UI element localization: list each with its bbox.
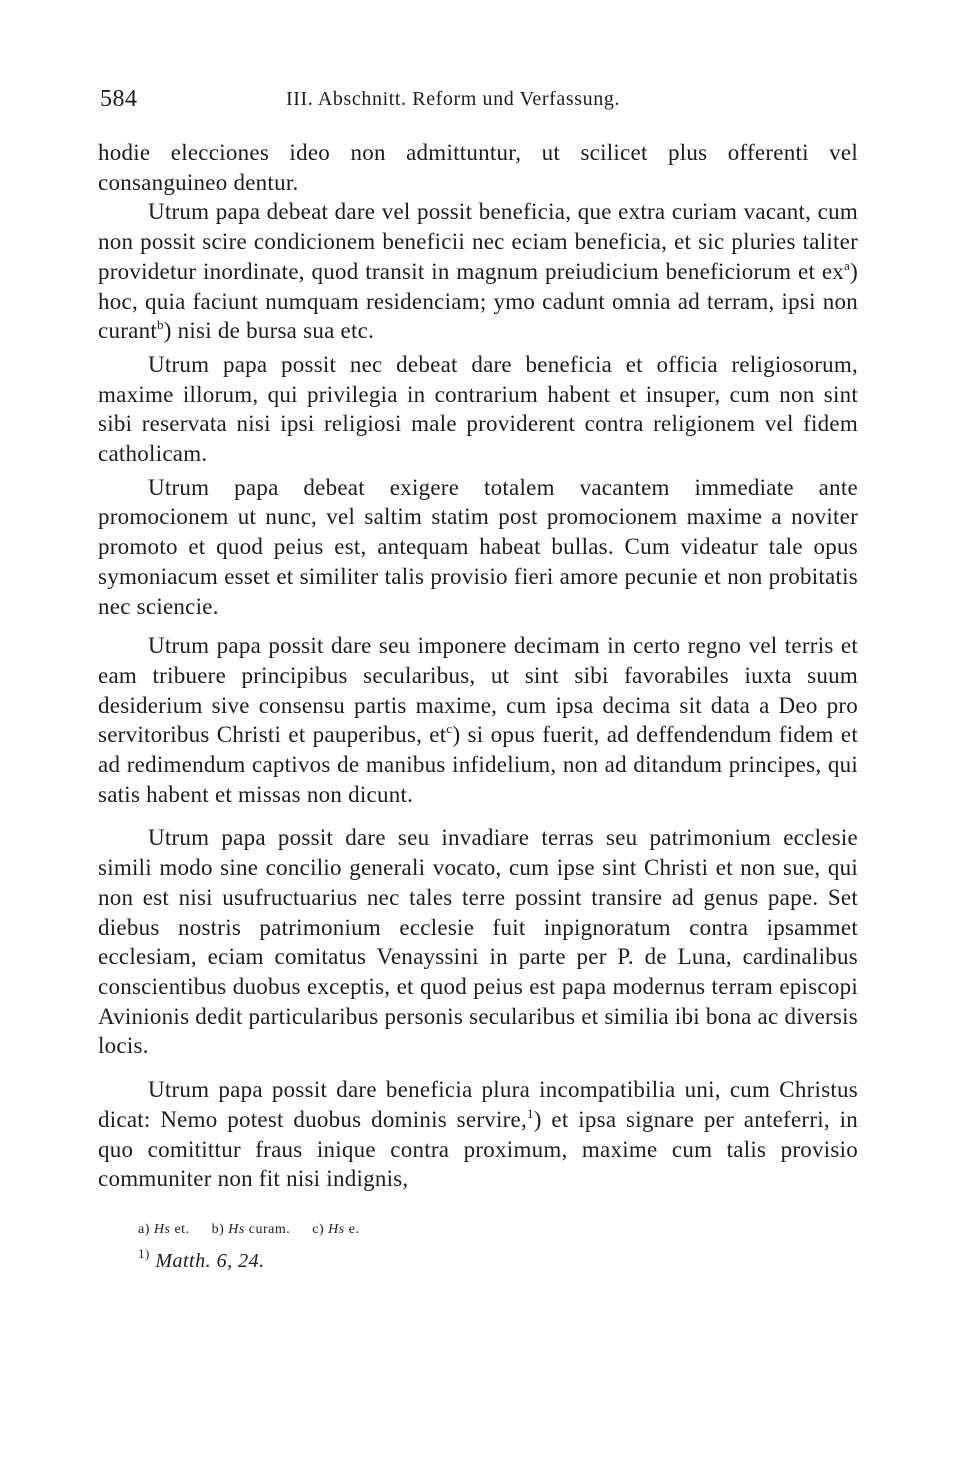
variant-mark: c)	[312, 1221, 325, 1237]
paragraph	[98, 1075, 858, 1194]
reference-text: Matth. 6, 24.	[155, 1249, 265, 1272]
main-text	[98, 138, 858, 1194]
variant-reading: curam.	[248, 1221, 291, 1237]
text-segment: Utrum papa debeat dare vel possit beneficia, que extra curiam vacant, cum non possit scire condicionem beneficii nec eciam beneficia, et sic pluries taliter providetur inordinate, quod transit in magnum preiudicium beneficiorum et ex	[98, 199, 858, 284]
variant-mark: a)	[138, 1221, 150, 1237]
variant-source: Hs	[228, 1221, 245, 1237]
footnotes	[98, 1222, 858, 1273]
page-number: 584	[100, 86, 138, 112]
page-header	[98, 84, 858, 118]
variant-reading: et.	[174, 1221, 190, 1237]
text-segment: Utrum papa possit dare seu imponere decimam in certo regno vel terris et eam tribuere principibus secularibus, ut sint sibi favorabiles iuxta suum desiderium sive consensu partis maxime, cum ipsa decima sit data a Deo pro servitoribus Christi et pauperibus, et	[98, 633, 858, 748]
variant-note	[312, 1222, 359, 1238]
paragraph: Utrum papa possit dare seu invadiare terras seu patrimonium ecclesie simili modo sine concilio generali vocato, cum ipse sint Christi et non sue, qui non est nisi usufructuarius nec tales terre possint transire ad genus pape. Set diebus nostris patrimonium ecclesie fuit inpignoratum contra ipsammet ecclesiam, eciam comitatus Venayssini in parte per P. de Luna, cardinalibus conscientibus duobus exceptis, et quod peius est papa modernus terram episcopi Avinionis dedit particularibus personis secularibus et similia ibi bona ac diversis locis.	[98, 825, 859, 1059]
variant-mark: b)	[211, 1221, 225, 1237]
footnote-mark: 1	[527, 1105, 534, 1121]
variant-source: Hs	[328, 1221, 345, 1237]
reference-note	[98, 1245, 858, 1273]
book-page	[98, 84, 858, 1273]
reference-mark: 1)	[138, 1245, 150, 1261]
footnote-mark: b	[156, 317, 164, 333]
footnote-mark: a	[844, 257, 851, 273]
variant-note	[138, 1222, 190, 1238]
text-segment: ) si opus fuerit, ad deffendendum fidem et ad redimendum captivos de manibus infidelium, non ad ditandum principes, qui satis habent et missas non dicunt.	[98, 722, 858, 807]
text-segment: ) nisi de bursa sua etc.	[163, 318, 375, 344]
paragraph	[98, 631, 858, 809]
variant-note	[212, 1222, 291, 1238]
paragraph: hodie elecciones ideo non admittuntur, ut scilicet plus offerenti vel consanguineo dentur.	[98, 140, 858, 195]
text-segment: ) et ipsa signare per anteferri, in quo comitittur fraus inique contra proximum, maxime cum talis provisio communiter non fit nisi indignis,	[98, 1106, 858, 1192]
paragraph: Utrum papa possit nec debeat dare beneficia et officia religiosorum, maxime illorum, qui privilegia in contrarium habent et insuper, cum non sint sibi reservata nisi ipsi religiosi male providerent contra religionem vel fidem catholicam.	[98, 351, 858, 467]
running-head: III. Abschnitt. Reform und Verfassung.	[286, 88, 621, 110]
variant-reading: e.	[348, 1221, 360, 1237]
footnote-mark: c	[446, 721, 453, 737]
paragraph	[98, 197, 858, 346]
text-segment: Utrum papa possit dare beneficia plura incompatibilia uni, cum Christus dicat: Nemo potest duobus dominis servire,	[98, 1077, 858, 1132]
variant-notes	[98, 1222, 858, 1238]
text-segment: ) hoc, quia faciunt numquam residenciam; ymo cadunt omnia ad terram, ipsi non curant	[98, 258, 858, 344]
variant-source: Hs	[153, 1221, 171, 1237]
paragraph: Utrum papa debeat exigere totalem vacantem immediate ante promocionem ut nunc, vel saltim statim post promocionem maxime a noviter promoto et quod peius est, antequam habeat bullas. Cum videatur tale opus symoniacum esset et similiter talis provisio fieri amore pecunie et non probitatis nec sciencie.	[98, 474, 858, 619]
